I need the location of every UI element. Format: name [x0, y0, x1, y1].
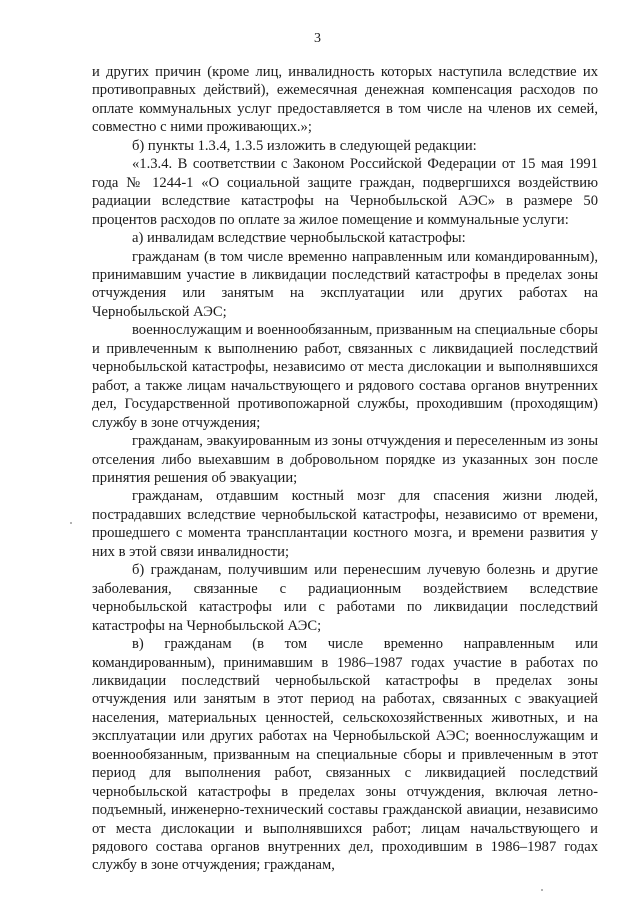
paragraph-military: военнослужащим и военнообязанным, призванным на специальные сборы и привлеченным к выполнению работ, связанных с ликвидацией последствий чернобыльской катастрофы, независимо от места дислокации и выполнявшихся работ, а также лицам начальствующего и рядового состава органов внутренних дел, Государственной противопожарной службы, проходившим (проходящим) службу в зоне отчуждения; [92, 322, 598, 431]
paragraph-subitem-v: в) гражданам (в том числе временно направленным или командированным), принимавшим в 1986–1987 годах участие в работах по ликвидации последствий чернобыльской катастрофы в пределах зоны отчуждения или занятым в этот период на работах, связанных с эвакуацией населения, материальных ценностей, сельскохозяйственных животных, и на эксплуатации или других работах на Чернобыльской АЭС; военнослужащим и военнообязанным, призванным на специальные сборы и привлеченным в этот период для выполнения работ, связанных с ликвидацией последствий чернобыльской катастрофы в пределах зоны отчуждения, включая летно-подъемный, инженерно-технический составы гражданской авиации, независимо от места дислокации и выполнявшихся работ; лицам начальствующего и рядового состава органов внутренних дел, проходившим в 1986–1987 годах службу в зоне отчуждения; гражданам, [92, 636, 598, 874]
paragraph-continuation: и других причин (кроме лиц, инвалидность которых наступила вследствие их противоправных действий), ежемесячная денежная компенсация расходов по оплате коммунальных услуг предоставляется в том числе на членов их семей, совместно с ними проживающих.»; [92, 64, 598, 136]
paragraph-bone-marrow-donors: гражданам, отдавшим костный мозг для спасения жизни людей, пострадавших вследствие чернобыльской катастрофы, независимо от времени, прошедшего с момента трансплантации костного мозга, и времени развития у них в этой связи инвалидности; [92, 488, 598, 560]
scan-speck [70, 522, 72, 524]
page-number: 3 [314, 31, 321, 46]
scan-speck [541, 889, 543, 891]
paragraph-liquidators: гражданам (в том числе временно направленным или командированным), принимавшим участие в ликвидации последствий катастрофы в пределах зоны отчуждения или занятым на эксплуатации или других работах на Чернобыльской АЭС; [92, 248, 598, 320]
paragraph-subitem-b: б) гражданам, получившим или перенесшим лучевую болезнь и другие заболевания, связанные с радиационным воздействием вследствие чернобыльской катастрофы или с работами по ликвидации последствий катастрофы на Чернобыльской АЭС; [92, 562, 598, 634]
paragraph-clause-1-3-4: «1.3.4. В соответствии с Законом Российской Федерации от 15 мая 1991 года № 1244-1 «О социальной защите граждан, подвергшихся воздействию радиации вследствие катастрофы на Чернобыльской АЭС» в размере 50 процентов расходов по оплате за жилое помещение и коммунальные услуги: [92, 156, 598, 228]
paragraph-amendment-b: б) пункты 1.3.4, 1.3.5 изложить в следующей редакции: [132, 137, 477, 154]
paragraph-evacuated: гражданам, эвакуированным из зоны отчуждения и переселенным из зоны отселения либо выехавшим в добровольном порядке из указанных зон после принятия решения об эвакуации; [92, 433, 598, 486]
paragraph-subitem-a: а) инвалидам вследствие чернобыльской катастрофы: [132, 230, 466, 247]
document-body [92, 63, 598, 875]
